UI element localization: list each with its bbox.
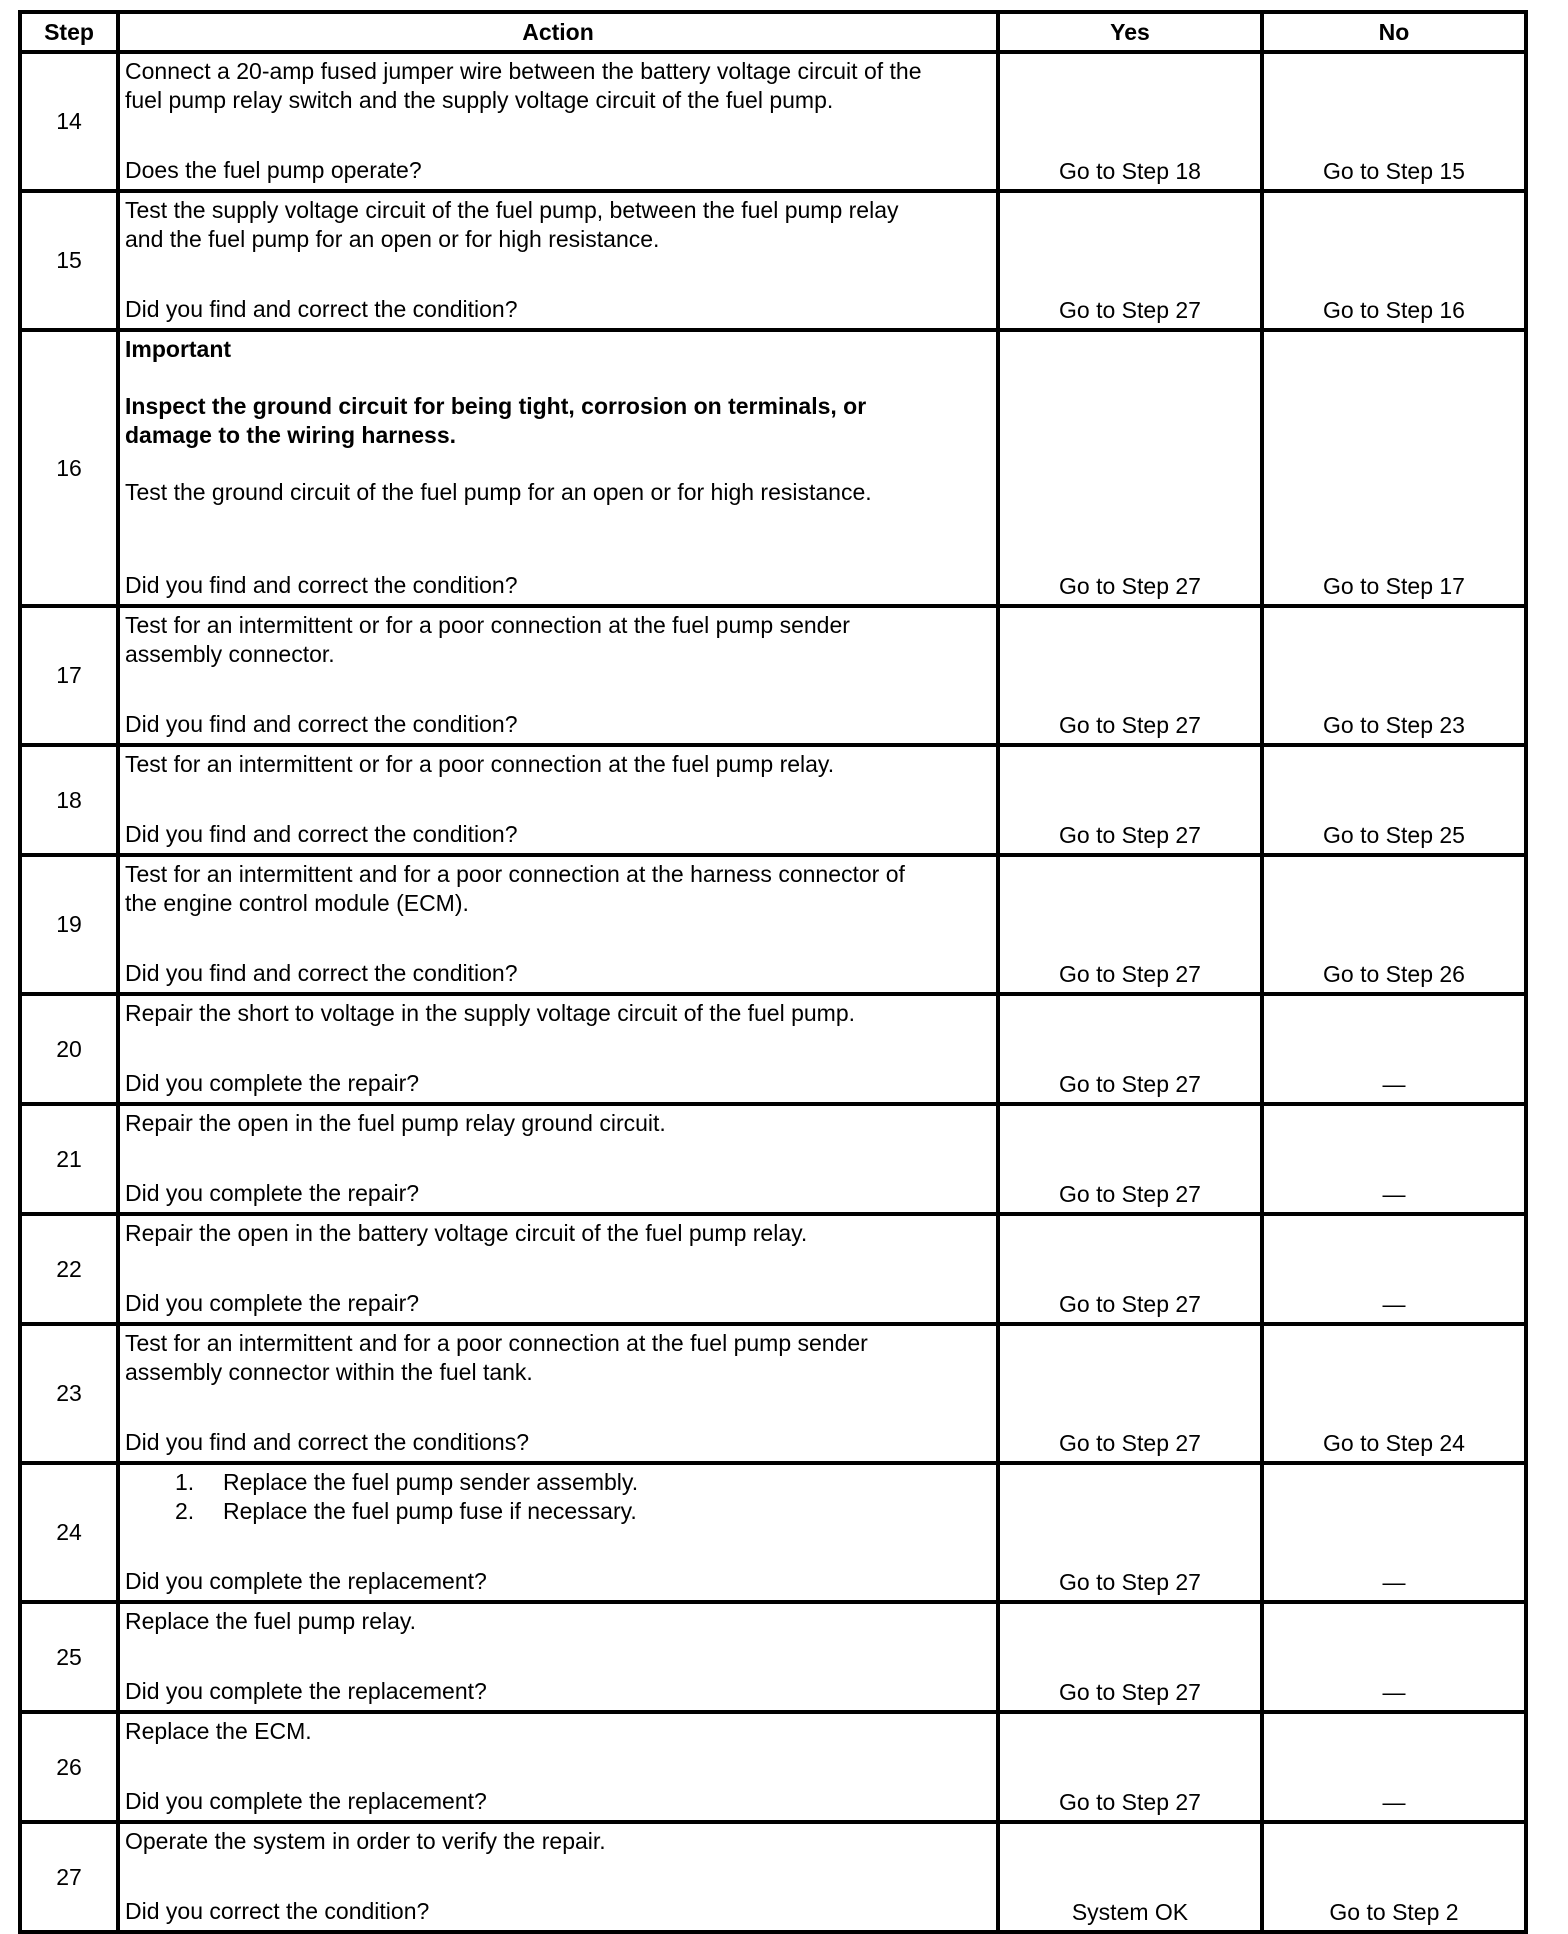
header-action: Action <box>118 12 998 52</box>
no-outcome: Go to Step 26 <box>1262 855 1526 994</box>
step-number: 16 <box>20 330 118 606</box>
table-row <box>20 1324 1526 1463</box>
header-yes: Yes <box>998 12 1262 52</box>
action-instructions <box>125 1827 992 1856</box>
action-instructions <box>125 999 992 1028</box>
action-instructions <box>125 1109 992 1138</box>
yes-outcome: Go to Step 27 <box>998 1602 1262 1712</box>
action-cell <box>118 1104 998 1214</box>
action-instructions <box>125 750 992 779</box>
step-question: Did you complete the replacement? <box>125 1678 487 1704</box>
instruction-line: Repair the open in the battery voltage circuit of the fuel pump relay. <box>125 1220 808 1246</box>
action-instructions <box>125 611 992 669</box>
action-instructions <box>125 1468 992 1526</box>
table-row <box>20 1602 1526 1712</box>
action-instructions <box>125 335 992 507</box>
no-outcome: Go to Step 25 <box>1262 745 1526 855</box>
step-question: Did you find and correct the condition? <box>125 572 518 598</box>
action-cell <box>118 994 998 1104</box>
table-row <box>20 1104 1526 1214</box>
step-number: 23 <box>20 1324 118 1463</box>
action-cell <box>118 745 998 855</box>
instruction-line: Test the supply voltage circuit of the fuel pump, between the fuel pump relay <box>125 197 899 223</box>
step-question: Did you complete the repair? <box>125 1070 420 1096</box>
numbered-list <box>125 1468 992 1526</box>
instruction-line: Test for an intermittent and for a poor connection at the harness connector of <box>125 861 905 887</box>
important-note-line: damage to the wiring harness. <box>125 422 457 448</box>
step-number: 17 <box>20 606 118 745</box>
table-row <box>20 52 1526 191</box>
step-question: Did you complete the repair? <box>125 1180 420 1206</box>
instruction-line: Operate the system in order to verify the repair. <box>125 1828 606 1854</box>
no-outcome: Go to Step 24 <box>1262 1324 1526 1463</box>
instruction-line: Test for an intermittent and for a poor connection at the fuel pump sender <box>125 1330 868 1356</box>
no-outcome: — <box>1262 994 1526 1104</box>
action-cell <box>118 1822 998 1932</box>
step-question: Did you find and correct the condition? <box>125 296 518 322</box>
step-number: 26 <box>20 1712 118 1822</box>
no-outcome: Go to Step 16 <box>1262 191 1526 330</box>
list-item-number: 2. <box>175 1498 195 1524</box>
table-row <box>20 330 1526 606</box>
step-number: 22 <box>20 1214 118 1324</box>
step-question: Did you find and correct the conditions? <box>125 1429 530 1455</box>
no-outcome: — <box>1262 1602 1526 1712</box>
instruction-line: assembly connector within the fuel tank. <box>125 1359 533 1385</box>
yes-outcome: System OK <box>998 1822 1262 1932</box>
action-cell <box>118 1324 998 1463</box>
table-row <box>20 606 1526 745</box>
step-number: 19 <box>20 855 118 994</box>
step-question: Did you complete the replacement? <box>125 1788 487 1814</box>
instruction-line: assembly connector. <box>125 641 335 667</box>
step-question: Did you find and correct the condition? <box>125 711 518 737</box>
table-row <box>20 1712 1526 1822</box>
action-instructions <box>125 57 992 115</box>
yes-outcome: Go to Step 27 <box>998 191 1262 330</box>
list-item <box>125 1497 992 1526</box>
action-cell <box>118 1602 998 1712</box>
action-instructions <box>125 1607 992 1636</box>
header-step: Step <box>20 12 118 52</box>
action-cell <box>118 330 998 606</box>
yes-outcome: Go to Step 27 <box>998 606 1262 745</box>
action-cell <box>118 1463 998 1602</box>
no-outcome: — <box>1262 1104 1526 1214</box>
step-number: 21 <box>20 1104 118 1214</box>
table-body <box>20 52 1526 1932</box>
instruction-line: and the fuel pump for an open or for high resistance. <box>125 226 660 252</box>
no-outcome: — <box>1262 1463 1526 1602</box>
instruction-line: Repair the short to voltage in the supply voltage circuit of the fuel pump. <box>125 1000 856 1026</box>
yes-outcome: Go to Step 27 <box>998 330 1262 606</box>
step-number: 25 <box>20 1602 118 1712</box>
step-number: 27 <box>20 1822 118 1932</box>
instruction-line: Test for an intermittent or for a poor connection at the fuel pump sender <box>125 612 850 638</box>
table-row <box>20 1214 1526 1324</box>
yes-outcome: Go to Step 18 <box>998 52 1262 191</box>
instruction-line: Repair the open in the fuel pump relay ground circuit. <box>125 1110 666 1136</box>
instruction-line: Test for an intermittent or for a poor connection at the fuel pump relay. <box>125 751 835 777</box>
yes-outcome: Go to Step 27 <box>998 1712 1262 1822</box>
no-outcome: — <box>1262 1712 1526 1822</box>
yes-outcome: Go to Step 27 <box>998 1214 1262 1324</box>
list-item-text: Replace the fuel pump sender assembly. <box>223 1469 639 1495</box>
table-row <box>20 855 1526 994</box>
table-row <box>20 745 1526 855</box>
list-item <box>125 1468 992 1497</box>
yes-outcome: Go to Step 27 <box>998 745 1262 855</box>
yes-outcome: Go to Step 27 <box>998 855 1262 994</box>
table-row <box>20 1463 1526 1602</box>
step-number: 15 <box>20 191 118 330</box>
step-question: Did you complete the repair? <box>125 1290 420 1316</box>
list-item-number: 1. <box>175 1469 195 1495</box>
step-number: 20 <box>20 994 118 1104</box>
action-instructions <box>125 1219 992 1248</box>
action-cell <box>118 606 998 745</box>
step-question: Did you correct the condition? <box>125 1898 430 1924</box>
action-instructions <box>125 1329 992 1387</box>
important-note-line: Inspect the ground circuit for being tight, corrosion on terminals, or <box>125 393 867 419</box>
no-outcome: Go to Step 17 <box>1262 330 1526 606</box>
table-header-row <box>20 12 1526 52</box>
action-instructions <box>125 1717 992 1746</box>
action-cell <box>118 191 998 330</box>
diagnostic-steps-sheet <box>18 10 1524 1934</box>
instruction-line: the engine control module (ECM). <box>125 890 469 916</box>
yes-outcome: Go to Step 27 <box>998 1104 1262 1214</box>
table-row <box>20 1822 1526 1932</box>
list-item-text: Replace the fuel pump fuse if necessary. <box>223 1498 637 1524</box>
instruction-line: Replace the fuel pump relay. <box>125 1608 417 1634</box>
action-cell <box>118 1214 998 1324</box>
diagnostic-steps-table <box>18 10 1528 1934</box>
yes-outcome: Go to Step 27 <box>998 1463 1262 1602</box>
step-question: Does the fuel pump operate? <box>125 157 422 183</box>
step-question: Did you complete the replacement? <box>125 1568 487 1594</box>
action-instructions <box>125 196 992 254</box>
instruction-line: fuel pump relay switch and the supply voltage circuit of the fuel pump. <box>125 87 834 113</box>
step-number: 14 <box>20 52 118 191</box>
action-cell <box>118 52 998 191</box>
action-cell <box>118 855 998 994</box>
no-outcome: Go to Step 23 <box>1262 606 1526 745</box>
instruction-line: Replace the ECM. <box>125 1718 312 1744</box>
no-outcome: Go to Step 15 <box>1262 52 1526 191</box>
table-row <box>20 191 1526 330</box>
action-instructions <box>125 860 992 918</box>
important-note-line: Important <box>125 336 232 362</box>
instruction-line: Test the ground circuit of the fuel pump for an open or for high resistance. <box>125 479 872 505</box>
step-question: Did you find and correct the condition? <box>125 960 518 986</box>
action-cell <box>118 1712 998 1822</box>
header-no: No <box>1262 12 1526 52</box>
yes-outcome: Go to Step 27 <box>998 1324 1262 1463</box>
no-outcome: Go to Step 2 <box>1262 1822 1526 1932</box>
step-number: 24 <box>20 1463 118 1602</box>
step-question: Did you find and correct the condition? <box>125 821 518 847</box>
step-number: 18 <box>20 745 118 855</box>
instruction-line: Connect a 20-amp fused jumper wire between the battery voltage circuit of the <box>125 58 922 84</box>
yes-outcome: Go to Step 27 <box>998 994 1262 1104</box>
no-outcome: — <box>1262 1214 1526 1324</box>
table-row <box>20 994 1526 1104</box>
